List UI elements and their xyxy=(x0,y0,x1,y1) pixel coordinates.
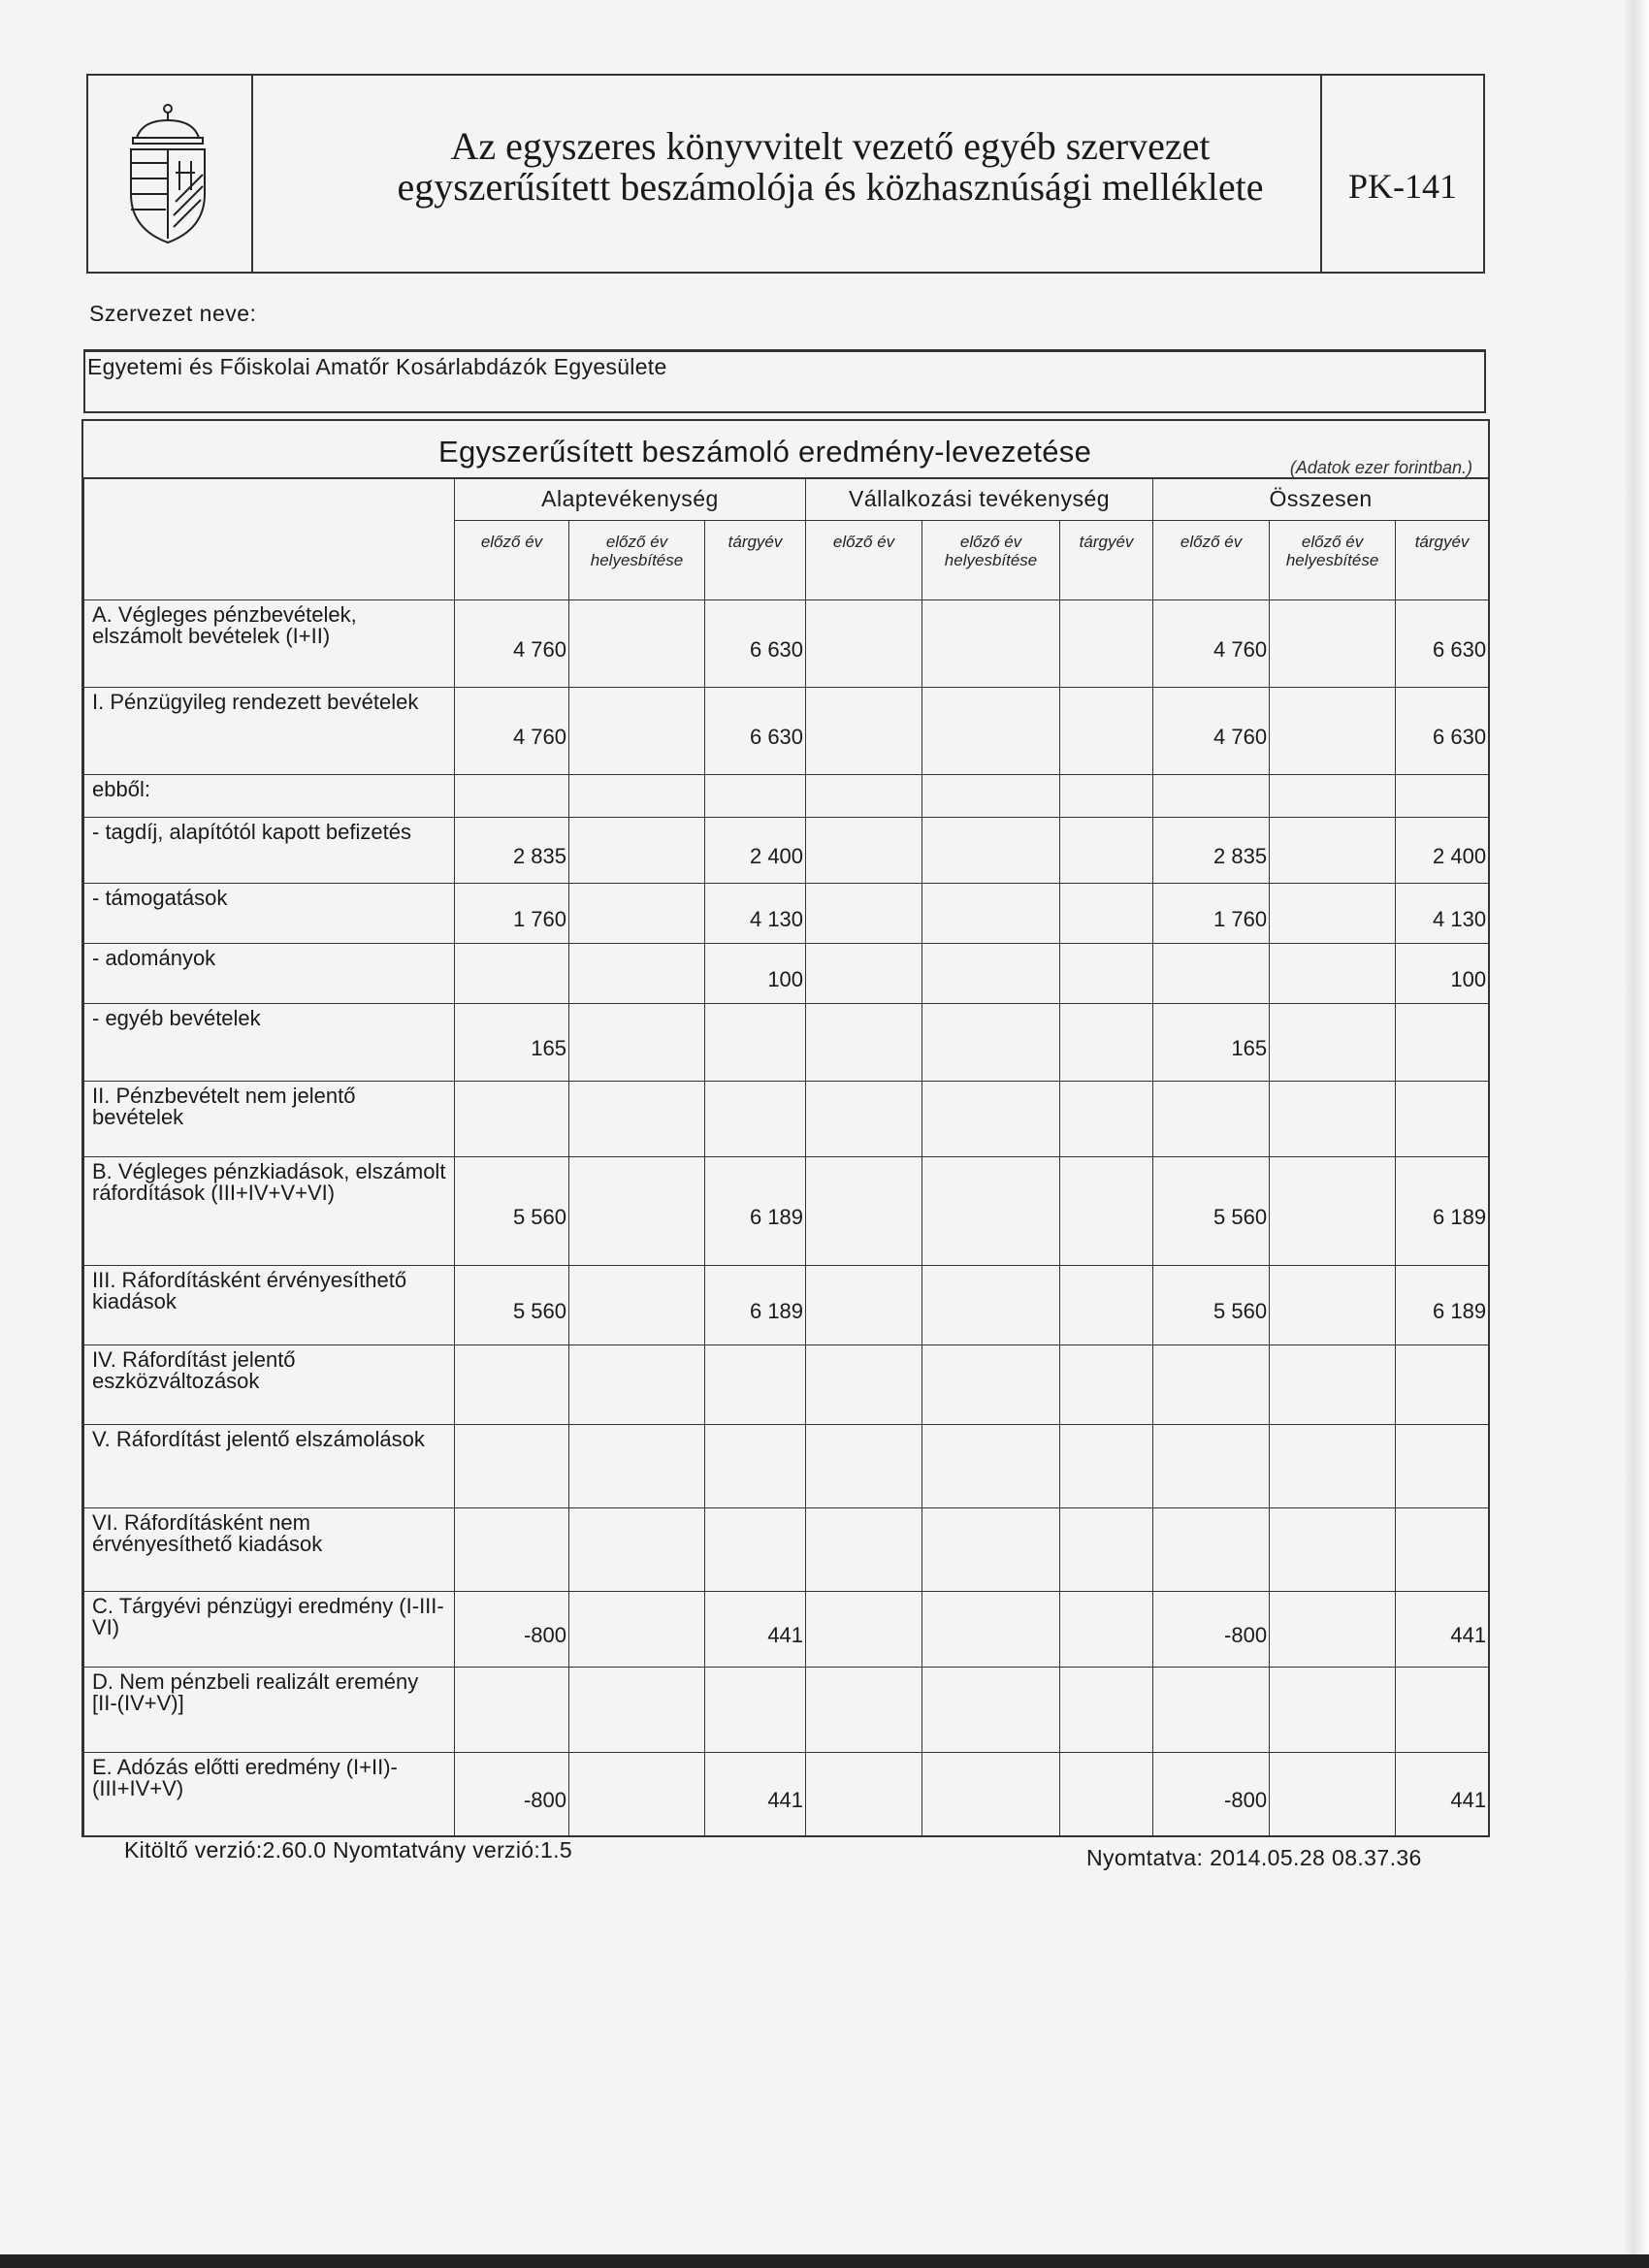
table-row xyxy=(84,1508,1489,1592)
table-row xyxy=(84,1425,1489,1508)
value-cell xyxy=(922,884,1060,944)
value-cell xyxy=(569,775,705,818)
value-cell xyxy=(806,688,922,775)
value-cell xyxy=(1270,818,1396,884)
row-label: IV. Ráfordítást jelentő eszközváltozások xyxy=(84,1345,455,1425)
value-cell xyxy=(705,1425,806,1508)
table-row xyxy=(84,1266,1489,1345)
value-cell: 6 630 xyxy=(1396,600,1489,688)
value-cell xyxy=(569,1508,705,1592)
row-label: - egyéb bevételek xyxy=(84,1004,455,1082)
form-version: Kitöltő verzió:2.60.0 Nyomtatvány verzió:1.5 xyxy=(124,1837,572,1863)
table-row xyxy=(84,1004,1489,1082)
value-cell xyxy=(1060,1266,1153,1345)
value-cell xyxy=(569,944,705,1004)
value-cell xyxy=(922,1082,1060,1157)
value-cell: 441 xyxy=(705,1592,806,1668)
row-label: D. Nem pénzbeli realizált eremény [II-(IV+V)] xyxy=(84,1668,455,1753)
value-cell: 5 560 xyxy=(1153,1266,1270,1345)
value-cell xyxy=(806,1266,922,1345)
value-cell: -800 xyxy=(1153,1753,1270,1836)
value-cell xyxy=(1060,1668,1153,1753)
row-label: V. Ráfordítást jelentő elszámolások xyxy=(84,1425,455,1508)
value-cell xyxy=(922,1157,1060,1266)
table-row xyxy=(84,884,1489,944)
organization-label: Szervezet neve: xyxy=(89,301,257,326)
organization-name: Egyetemi és Főiskolai Amatőr Kosárlabdázók Egyesülete xyxy=(87,354,667,379)
value-cell: 6 189 xyxy=(1396,1157,1489,1266)
page-bottom-edge xyxy=(0,2254,1649,2268)
value-cell: 165 xyxy=(455,1004,569,1082)
value-cell xyxy=(1060,600,1153,688)
group-header-core: Alaptevékenység xyxy=(455,478,806,521)
value-cell xyxy=(1396,1508,1489,1592)
table-row xyxy=(84,1082,1489,1157)
crest-cell xyxy=(88,76,253,272)
value-cell xyxy=(569,688,705,775)
value-cell xyxy=(1153,944,1270,1004)
value-cell xyxy=(922,1668,1060,1753)
row-label: III. Ráfordításként érvényesíthető kiadások xyxy=(84,1266,455,1345)
form-title-line-1: Az egyszeres könyvvitelt vezető egyéb szervezet xyxy=(450,124,1211,168)
value-cell xyxy=(569,818,705,884)
value-cell: 4 760 xyxy=(1153,600,1270,688)
value-cell xyxy=(1060,1004,1153,1082)
row-label: I. Pénzügyileg rendezett bevételek xyxy=(84,688,455,775)
value-cell xyxy=(1153,775,1270,818)
unit-note: (Adatok ezer forintban.) xyxy=(1289,458,1472,477)
subheader-current-year: tárgyév xyxy=(1396,521,1489,600)
value-cell xyxy=(922,944,1060,1004)
value-cell xyxy=(1396,1668,1489,1753)
value-cell: 4 760 xyxy=(455,688,569,775)
value-cell: 441 xyxy=(705,1753,806,1836)
print-timestamp: Nyomtatva: 2014.05.28 08.37.36 xyxy=(1086,1845,1422,1870)
value-cell: 6 630 xyxy=(705,688,806,775)
value-cell xyxy=(1060,1592,1153,1668)
value-cell xyxy=(806,1508,922,1592)
value-cell xyxy=(922,1508,1060,1592)
value-cell xyxy=(569,1668,705,1753)
value-cell xyxy=(705,1004,806,1082)
value-cell xyxy=(705,775,806,818)
value-cell xyxy=(1153,1668,1270,1753)
value-cell xyxy=(1270,1157,1396,1266)
value-cell xyxy=(569,1082,705,1157)
value-cell xyxy=(1270,1266,1396,1345)
hungarian-coat-of-arms-icon xyxy=(123,101,212,246)
row-label: - támogatások xyxy=(84,884,455,944)
value-cell xyxy=(1396,1082,1489,1157)
subheader-prev-year: előző év xyxy=(455,521,569,600)
table-row xyxy=(84,1157,1489,1266)
value-cell xyxy=(1270,1425,1396,1508)
value-cell xyxy=(455,1668,569,1753)
value-cell: 441 xyxy=(1396,1592,1489,1668)
page-edge xyxy=(1624,0,1649,2268)
value-cell xyxy=(705,1345,806,1425)
row-label: A. Végleges pénzbevételek, elszámolt bevételek (I+II) xyxy=(84,600,455,688)
value-cell: 6 630 xyxy=(1396,688,1489,775)
value-cell xyxy=(569,1004,705,1082)
value-cell: 6 189 xyxy=(1396,1266,1489,1345)
value-cell xyxy=(1396,775,1489,818)
value-cell: 6 189 xyxy=(705,1266,806,1345)
value-cell: 100 xyxy=(1396,944,1489,1004)
value-cell xyxy=(806,1425,922,1508)
row-label: VI. Ráfordításként nem érvényesíthető kiadások xyxy=(84,1508,455,1592)
value-cell xyxy=(705,1668,806,1753)
subheader-prev-year: előző év xyxy=(1153,521,1270,600)
row-label: - tagdíj, alapítótól kapott befizetés xyxy=(84,818,455,884)
value-cell: 100 xyxy=(705,944,806,1004)
value-cell xyxy=(569,1425,705,1508)
value-cell: 165 xyxy=(1153,1004,1270,1082)
organization-name-field xyxy=(83,349,1486,413)
value-cell xyxy=(922,688,1060,775)
value-cell xyxy=(1270,944,1396,1004)
value-cell xyxy=(806,818,922,884)
value-cell xyxy=(1060,1753,1153,1836)
value-cell xyxy=(806,1668,922,1753)
subheader-prev-year-adjustment: előző év helyesbítése xyxy=(569,521,705,600)
value-cell xyxy=(1060,1157,1153,1266)
value-cell xyxy=(922,1266,1060,1345)
value-cell xyxy=(705,1508,806,1592)
value-cell xyxy=(569,600,705,688)
value-cell: 2 835 xyxy=(1153,818,1270,884)
value-cell xyxy=(1060,775,1153,818)
value-cell: 2 835 xyxy=(455,818,569,884)
value-cell: 5 560 xyxy=(1153,1157,1270,1266)
value-cell xyxy=(569,1266,705,1345)
value-cell: 441 xyxy=(1396,1753,1489,1836)
row-label-header xyxy=(84,478,455,600)
form-header xyxy=(86,74,1485,274)
form-code: PK-141 xyxy=(1320,76,1483,272)
value-cell xyxy=(1396,1425,1489,1508)
value-cell: 2 400 xyxy=(1396,818,1489,884)
table-row xyxy=(84,600,1489,688)
subheader-prev-year-adjustment: előző év helyesbítése xyxy=(1270,521,1396,600)
value-cell xyxy=(922,1425,1060,1508)
value-cell xyxy=(922,1004,1060,1082)
table-row xyxy=(84,1592,1489,1668)
income-statement-table xyxy=(81,419,1490,1837)
value-cell xyxy=(922,600,1060,688)
value-cell xyxy=(1153,1345,1270,1425)
value-cell xyxy=(1270,1508,1396,1592)
value-cell xyxy=(1060,818,1153,884)
value-cell xyxy=(1153,1425,1270,1508)
value-cell xyxy=(1153,1082,1270,1157)
value-cell xyxy=(1270,1345,1396,1425)
row-label: ebből: xyxy=(84,775,455,818)
table-row xyxy=(84,688,1489,775)
subheader-prev-year-adjustment: előző év helyesbítése xyxy=(922,521,1060,600)
value-cell xyxy=(1270,775,1396,818)
value-cell: 4 130 xyxy=(1396,884,1489,944)
value-cell xyxy=(806,1004,922,1082)
value-cell xyxy=(806,884,922,944)
table-title-row xyxy=(83,421,1488,479)
form-title xyxy=(253,76,1407,272)
value-cell xyxy=(1396,1345,1489,1425)
table-row xyxy=(84,775,1489,818)
value-cell: 4 760 xyxy=(455,600,569,688)
value-cell xyxy=(1270,1668,1396,1753)
value-cell xyxy=(1060,1425,1153,1508)
table-row xyxy=(84,944,1489,1004)
group-header-total: Összesen xyxy=(1153,478,1489,521)
table-row xyxy=(84,1668,1489,1753)
subheader-prev-year: előző év xyxy=(806,521,922,600)
value-cell xyxy=(1270,1753,1396,1836)
value-cell xyxy=(1060,944,1153,1004)
value-cell xyxy=(569,1345,705,1425)
value-cell: 6 189 xyxy=(705,1157,806,1266)
subheader-current-year: tárgyév xyxy=(705,521,806,600)
value-cell xyxy=(922,1592,1060,1668)
value-cell xyxy=(1060,688,1153,775)
value-cell xyxy=(455,1345,569,1425)
value-cell xyxy=(705,1082,806,1157)
value-cell xyxy=(455,775,569,818)
value-cell: 4 760 xyxy=(1153,688,1270,775)
table-row xyxy=(84,818,1489,884)
row-label: - adományok xyxy=(84,944,455,1004)
value-cell: 4 130 xyxy=(705,884,806,944)
value-cell xyxy=(1270,884,1396,944)
value-cell: -800 xyxy=(455,1753,569,1836)
value-cell xyxy=(569,1157,705,1266)
value-cell: 5 560 xyxy=(455,1157,569,1266)
value-cell: 1 760 xyxy=(1153,884,1270,944)
statement-grid xyxy=(83,477,1489,1836)
value-cell xyxy=(569,1753,705,1836)
subheader-current-year: tárgyév xyxy=(1060,521,1153,600)
table-title: Egyszerűsített beszámoló eredmény-levezetése xyxy=(438,435,1092,469)
value-cell: 1 760 xyxy=(455,884,569,944)
value-cell xyxy=(1060,1082,1153,1157)
value-cell: -800 xyxy=(1153,1592,1270,1668)
value-cell: 5 560 xyxy=(455,1266,569,1345)
value-cell xyxy=(1060,1508,1153,1592)
value-cell xyxy=(922,818,1060,884)
value-cell xyxy=(1270,600,1396,688)
value-cell xyxy=(1270,1004,1396,1082)
value-cell xyxy=(1153,1508,1270,1592)
table-row xyxy=(84,1345,1489,1425)
value-cell xyxy=(569,884,705,944)
value-cell xyxy=(922,1753,1060,1836)
value-cell xyxy=(806,1082,922,1157)
row-label: B. Végleges pénzkiadások, elszámolt ráfordítások (III+IV+V+VI) xyxy=(84,1157,455,1266)
value-cell xyxy=(806,944,922,1004)
value-cell xyxy=(806,1753,922,1836)
value-cell xyxy=(806,775,922,818)
value-cell xyxy=(1270,688,1396,775)
value-cell xyxy=(1270,1592,1396,1668)
row-label: E. Adózás előtti eredmény (I+II)-(III+IV+V) xyxy=(84,1753,455,1836)
row-label: C. Tárgyévi pénzügyi eredmény (I-III-VI) xyxy=(84,1592,455,1668)
value-cell xyxy=(922,1345,1060,1425)
value-cell: -800 xyxy=(455,1592,569,1668)
value-cell xyxy=(455,1425,569,1508)
value-cell xyxy=(455,1508,569,1592)
value-cell xyxy=(806,1157,922,1266)
form-title-line-2: egyszerűsített beszámolója és közhasznúsági melléklete xyxy=(397,165,1264,209)
value-cell xyxy=(806,1345,922,1425)
value-cell xyxy=(922,775,1060,818)
row-label: II. Pénzbevételt nem jelentő bevételek xyxy=(84,1082,455,1157)
value-cell xyxy=(1270,1082,1396,1157)
value-cell xyxy=(806,600,922,688)
value-cell xyxy=(1060,884,1153,944)
group-header-business: Vállalkozási tevékenység xyxy=(806,478,1153,521)
value-cell: 2 400 xyxy=(705,818,806,884)
value-cell xyxy=(806,1592,922,1668)
value-cell xyxy=(569,1592,705,1668)
value-cell xyxy=(1396,1004,1489,1082)
value-cell: 6 630 xyxy=(705,600,806,688)
value-cell xyxy=(455,944,569,1004)
value-cell xyxy=(1060,1345,1153,1425)
value-cell xyxy=(455,1082,569,1157)
table-row xyxy=(84,1753,1489,1836)
